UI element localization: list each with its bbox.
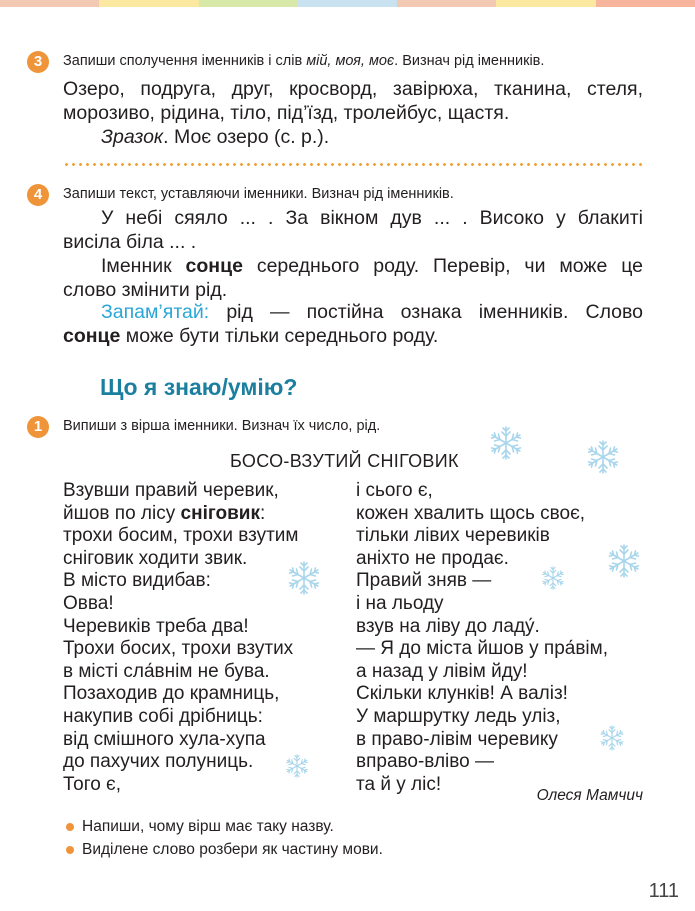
bullet-dot-icon [66, 846, 74, 854]
snowflake-icon [539, 564, 567, 592]
section-heading: Що я знаю/умію? [100, 374, 298, 400]
snowflake-icon [284, 558, 324, 598]
poem-line: і на льоду [356, 592, 444, 614]
task-1-instruction: Випиши з вірша іменники. Визнач їх число, рід. [63, 418, 381, 434]
bullet-dot-icon [66, 823, 74, 831]
poem-line: В місто видибав: [63, 570, 211, 592]
poem-line: а назад у лівім йду! [356, 660, 528, 682]
bullet-item-2: Виділене слово розбери як частину мови. [82, 841, 383, 859]
task-3-sample: Зразок. Моє озеро (с. р.). [101, 126, 330, 148]
task-4-number: 4 [27, 184, 49, 206]
poem-line: — Я до міста йшов у пра́вім, [356, 638, 608, 660]
task-1-number: 1 [27, 416, 49, 438]
page-number: 111 [648, 880, 679, 902]
task-4-instruction: Запиши текст, уставляючи іменники. Визнач рід іменників. [63, 186, 454, 202]
snowflake-icon [583, 437, 623, 477]
poem-line: Позаходив до крамниць, [63, 683, 280, 705]
poem-line: Взувши правий черевик, [63, 480, 279, 501]
poem-line: до пахучих полуниць. [63, 751, 254, 773]
task-3-number: 3 [27, 51, 49, 73]
poem-line: кожен хвалить щось своє, [356, 502, 586, 524]
poem-line: аніхто не продає. [356, 547, 509, 569]
poem-line: тільки лівих черевиків [356, 525, 550, 547]
task-3-instruction: Запиши сполучення іменників і слів мій, моя, моє. Визнач рід іменників. [63, 53, 545, 69]
poem-title: БОСО-ВЗУТИЙ СНІГОВИК [230, 451, 459, 471]
poem-line: в право-лівім черевику [356, 728, 558, 750]
poem-line: Правий зняв — [356, 570, 492, 592]
top-color-bar [0, 0, 695, 7]
poem-author: Олеся Мамчич [536, 787, 643, 804]
poem-line: від смішного хула-хупа [63, 728, 266, 750]
snowflake-icon [597, 723, 627, 753]
bullet-item-1: Напиши, чому вірш має таку назву. [82, 818, 334, 836]
task-4-paragraph-1: У небі сяяло ... . За вікном дув ... . Високо у блакиті висіла біла ... . [63, 207, 643, 253]
poem-line: вправо-вліво — [356, 751, 494, 773]
task-3-words: Озеро, подруга, друг, кросворд, завірюха, тканина, стеля, морозиво, рідина, тіло, під’їзд, тролейбус, щастя. [63, 78, 643, 124]
task-4-remember-note: Запам’ятай: рід — постійна ознака іменників. Слово сонце може бути тільки середнього роду. [63, 301, 643, 347]
poem-line: Скільки клунків! А валіз! [356, 683, 568, 705]
poem-right-column [356, 480, 608, 796]
poem-line: Трохи босих, трохи взутих [63, 638, 294, 660]
poem-line: та й у ліс! [356, 773, 442, 795]
poem-left-column [63, 480, 298, 796]
poem-line: трохи босим, трохи взутим [63, 525, 299, 547]
poem-line: взув на ліву до ладу́. [356, 615, 540, 637]
poem-line: Овва! [63, 592, 114, 614]
poem-line: накупив собі дрібниць: [63, 705, 263, 727]
dotted-divider [63, 163, 643, 166]
snowflake-icon [486, 423, 526, 463]
poem-line: і сього є, [356, 480, 433, 501]
poem-line: в місті сла́внім не бува. [63, 660, 270, 682]
snowflake-icon [604, 541, 644, 581]
snowflake-icon [283, 752, 311, 780]
poem-line: Черевиків треба два! [63, 615, 249, 637]
poem-line: сніговик ходити звик. [63, 547, 248, 569]
poem-line: йшов по лісу сніговик: [63, 502, 266, 524]
poem-line: Того є, [63, 773, 122, 795]
task-4-paragraph-2: Іменник сонце середнього роду. Перевір, чи може це слово змінити рід. [63, 255, 643, 301]
poem-line: У маршрутку ледь уліз, [356, 705, 561, 727]
